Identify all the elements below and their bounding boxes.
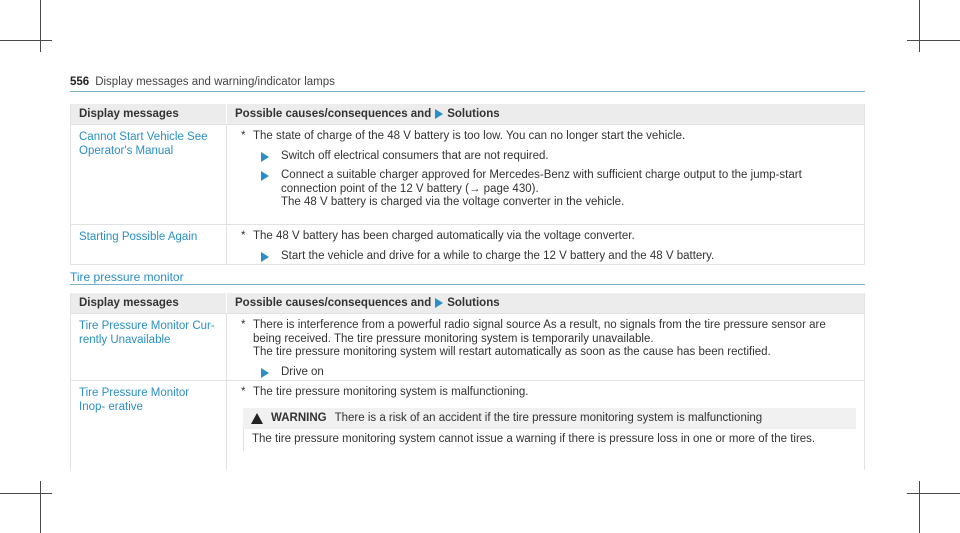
triangle-right-icon xyxy=(261,252,269,262)
column-header-causes: Possible causes/consequences and Solutions xyxy=(226,104,864,124)
triangle-right-icon xyxy=(435,109,443,119)
table-row xyxy=(71,224,864,264)
cause: * The 48 V battery has been charged automatically via the voltage converter. xyxy=(235,230,856,244)
table-header xyxy=(71,293,864,313)
page-title: Display messages and warning/indicator lamps xyxy=(95,76,335,88)
page-header xyxy=(70,76,335,88)
crop-mark xyxy=(907,493,960,494)
solution-step: Drive on xyxy=(235,366,856,380)
warning-triangle-icon xyxy=(251,413,263,424)
cause-cell xyxy=(226,381,864,470)
table-row xyxy=(71,313,864,380)
cause: * The state of charge of the 48 V battery is too low. You can no longer start the vehicle. xyxy=(235,130,856,144)
display-message: Starting Possible Again xyxy=(79,231,198,243)
section-rule xyxy=(70,284,865,285)
solution-step: Start the vehicle and drive for a while to charge the 12 V battery and the 48 V battery. xyxy=(235,250,856,264)
triangle-right-icon xyxy=(261,171,269,181)
crop-mark xyxy=(907,40,960,41)
solution-step: Switch off electrical consumers that are not required. xyxy=(235,150,856,164)
crop-mark xyxy=(919,0,920,52)
crop-mark xyxy=(40,0,41,52)
table-header xyxy=(71,104,864,124)
crop-mark xyxy=(0,40,52,41)
bullet-star: * xyxy=(241,319,246,331)
bullet-star: * xyxy=(241,130,246,142)
messages-table xyxy=(70,104,865,265)
warning-detail: The tire pressure monitoring system cannot issue a warning if there is pressure loss in one or more of the tires. xyxy=(243,429,856,451)
column-header-causes: Possible causes/consequences and Solutions xyxy=(226,293,864,313)
bullet-star: * xyxy=(241,386,246,398)
cause: * There is interference from a powerful radio signal source As a result, no signals from the tire pressure sensor are being received. The tire pressure monitoring system is temporarily unavailable. The tire pressure monitoring system will restart automatically as soon as the cause has been rectified. xyxy=(235,319,856,360)
warning-text: There is a risk of an accident if the tire pressure monitoring system is malfunctioning xyxy=(334,411,763,424)
crop-mark xyxy=(40,481,41,533)
page-number: 556 xyxy=(70,76,90,88)
cause-cell xyxy=(226,225,864,264)
display-message: Cannot Start Vehicle See Operator's Manual xyxy=(79,131,208,157)
header-rule xyxy=(70,91,865,92)
bullet-star: * xyxy=(241,230,246,242)
solution-step: Connect a suitable charger approved for Mercedes-Benz with sufficient charge output to the jump-start connection point of the 12 V battery (→ page 430). The 48 V battery is charged via the voltage converter in the vehicle. xyxy=(235,169,856,210)
cause-cell xyxy=(226,125,864,224)
table-row xyxy=(71,124,864,224)
cause-cell xyxy=(226,314,864,380)
display-message: Tire Pressure Monitor Inop- erative xyxy=(79,387,190,413)
cause: * The tire pressure monitoring system is malfunctioning. xyxy=(235,386,856,400)
section-title: Tire pressure monitor xyxy=(70,270,184,284)
triangle-right-icon xyxy=(435,298,443,308)
crop-mark xyxy=(919,481,920,533)
warning-box xyxy=(243,408,856,430)
triangle-right-icon xyxy=(261,152,269,162)
column-header-messages: Display messages xyxy=(79,297,179,309)
warning-label: WARNING xyxy=(271,411,327,424)
crop-mark xyxy=(0,493,52,494)
tire-pressure-table xyxy=(70,293,865,470)
triangle-right-icon xyxy=(261,368,269,378)
table-row xyxy=(71,380,864,470)
display-message: Tire Pressure Monitor Cur- rently Unavailable xyxy=(79,320,215,346)
column-header-messages: Display messages xyxy=(79,108,179,120)
